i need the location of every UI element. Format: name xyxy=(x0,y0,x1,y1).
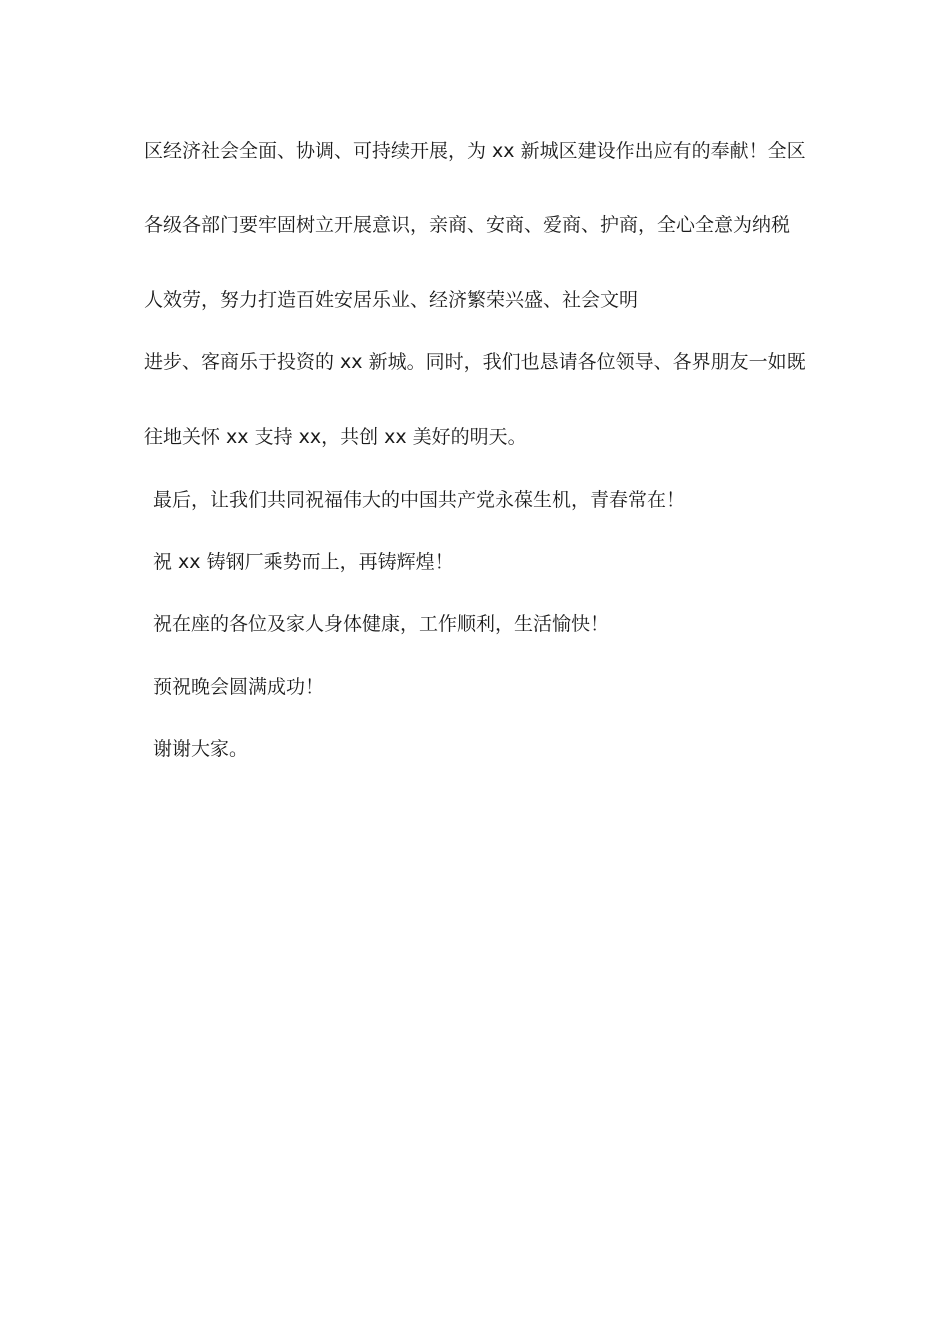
text-line: 进步、客商乐于投资的 xx 新城。同时，我们也恳请各位领导、各界朋友一如既 xyxy=(144,351,806,373)
closing-paragraph: 祝在座的各位及家人身体健康，工作顺利，生活愉快！ xyxy=(153,613,610,635)
text-line: 往地关怀 xx 支持 xx，共创 xx 美好的明天。 xyxy=(144,426,527,448)
text-line: 各级各部门要牢固树立开展意识，亲商、安商、爱商、护商，全心全意为纳税 xyxy=(144,214,791,236)
closing-paragraph: 最后，让我们共同祝福伟大的中国共产党永葆生机，青春常在！ xyxy=(153,489,686,511)
text-line: 区经济社会全面、协调、可持续开展，为 xx 新城区建设作出应有的奉献！全区 xyxy=(144,140,806,162)
closing-paragraph: 预祝晚会圆满成功！ xyxy=(153,676,325,698)
closing-paragraph: 谢谢大家。 xyxy=(153,738,249,760)
closing-paragraph: 祝 xx 铸钢厂乘势而上，再铸辉煌！ xyxy=(153,551,454,573)
text-line: 人效劳，努力打造百姓安居乐业、经济繁荣兴盛、社会文明 xyxy=(144,289,639,311)
